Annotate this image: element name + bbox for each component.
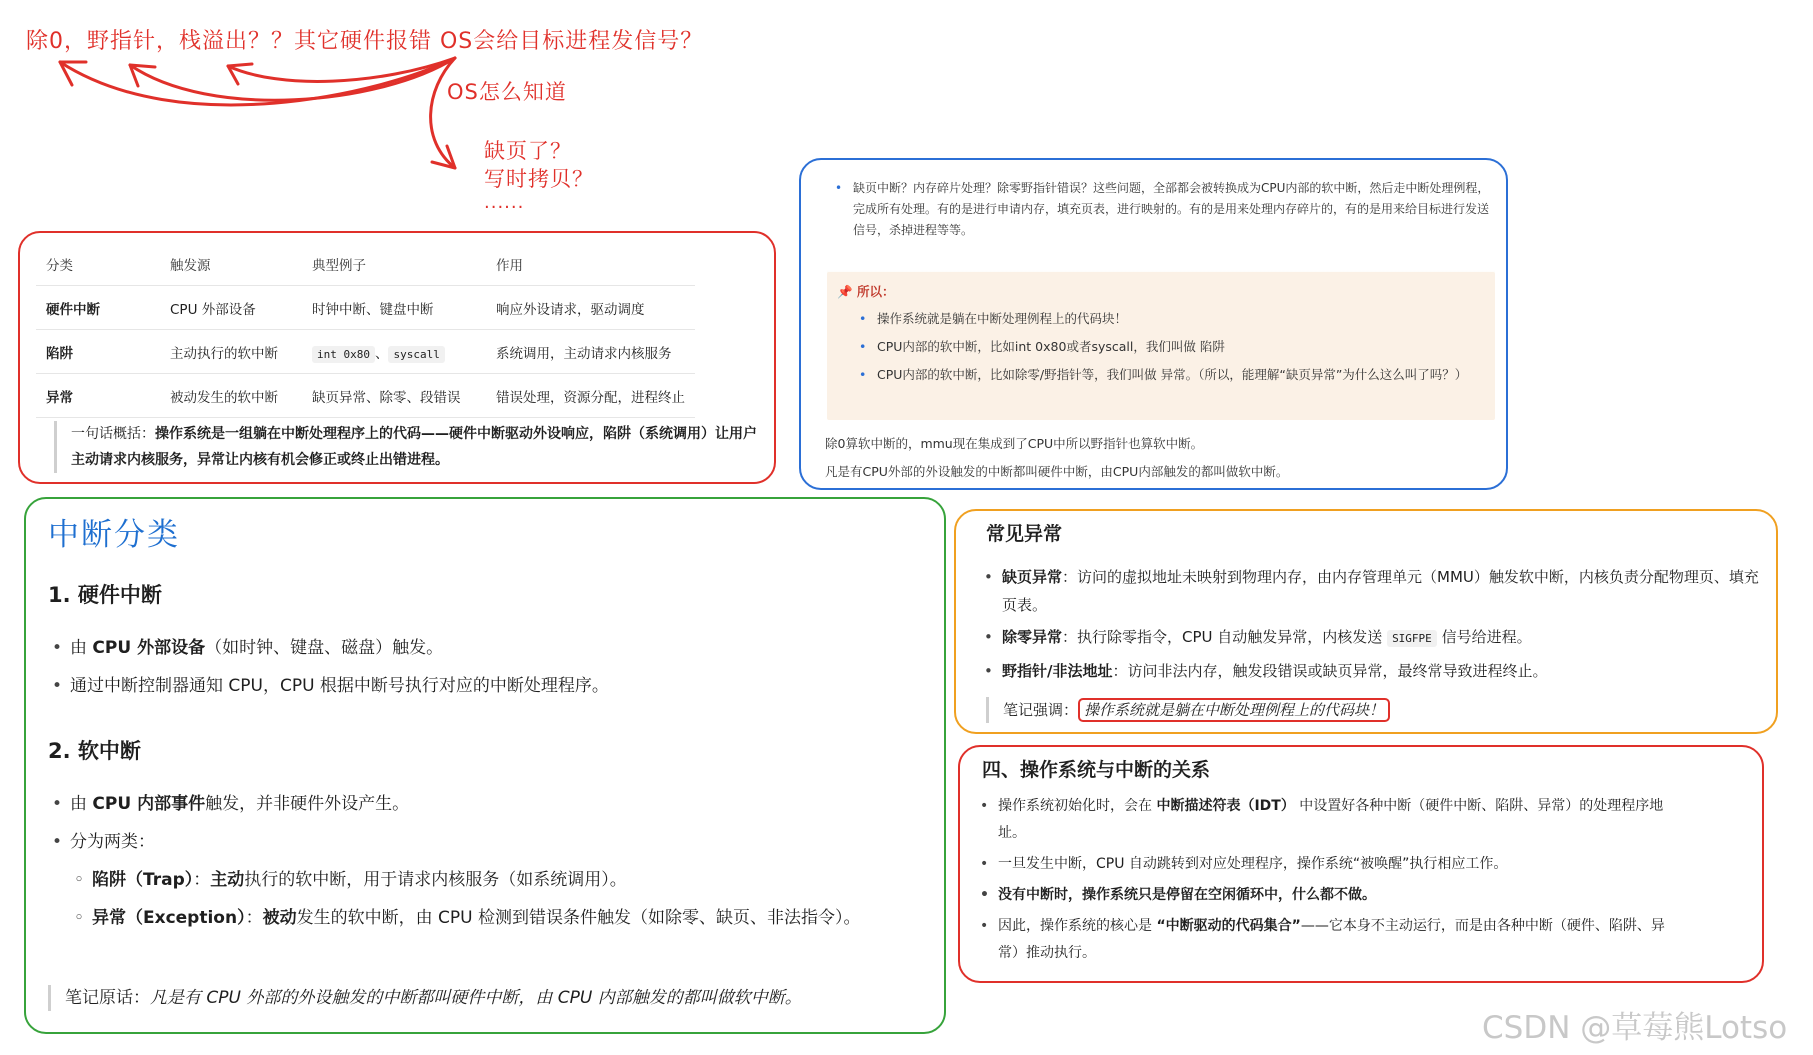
- so-label: 所以：: [856, 284, 895, 299]
- table-cell: 缺页异常、除零、段错误: [302, 374, 486, 418]
- relation-list: [976, 793, 1676, 967]
- classification-table-panel: [18, 231, 776, 484]
- text-bold: CPU 外部设备: [92, 638, 206, 658]
- soft-interrupt-note-panel: [799, 158, 1508, 490]
- text: 操作系统初始化时，会在: [998, 798, 1157, 814]
- panel-title: 常见异常: [986, 523, 1063, 545]
- text: 因此，操作系统的核心是: [998, 918, 1157, 934]
- note-line-1: 除0算软中断的，mmu现在集成到了CPU中所以野指针也算软中断。: [825, 436, 1204, 451]
- list-item: • 通过中断控制器通知 CPU，CPU 根据中断号执行对应的中断处理程序。: [48, 671, 908, 701]
- quote-prefix: 笔记原话：: [65, 988, 150, 1008]
- annotation-question: 除0，野指针，栈溢出？？其它硬件报错 OS会给目标进程发信号？: [26, 29, 704, 54]
- text-bold: 异常（Exception）: [92, 908, 246, 928]
- separator: 、: [374, 345, 389, 362]
- table-row: [36, 374, 695, 418]
- table-cell: 陷阱: [36, 330, 160, 374]
- text-bold: CPU 内部事件: [92, 794, 206, 814]
- note-text: 操作系统就是躺在中断处理例程上的代码块！: [1078, 698, 1390, 722]
- code-int80: int 0x80: [312, 346, 375, 363]
- text: ：: [193, 870, 211, 890]
- so-list: [855, 308, 1485, 386]
- so-callout: [827, 272, 1495, 420]
- list-item: [980, 563, 1760, 619]
- code-syscall: syscall: [388, 346, 444, 363]
- table-header: 作用: [486, 243, 695, 286]
- table-header: 分类: [36, 243, 160, 286]
- annotation-page-fault: 缺页了？: [484, 139, 572, 163]
- software-list: [48, 789, 908, 933]
- list-item: • 操作系统就是躺在中断处理例程上的代码块！: [855, 308, 1485, 330]
- text-bold: 野指针/非法地址: [1002, 662, 1113, 680]
- intro-text: • 缺页中断？内存碎片处理？除零野指针错误？这些问题，全部都会被转换成为CPU内部的软中断，然后走中断处理例程，完成所有处理。有的是进行申请内存，填充页表，进行映射的。有的是用来处理内存碎片的，有的是用来给目标进行发送信号，杀掉进程等等。: [831, 178, 1493, 241]
- text: ——它本身不主动运行，而是由各种中断（硬件、陷阱、异常）推动执行。: [998, 918, 1665, 961]
- text-bold: 除零异常: [1002, 628, 1063, 646]
- text-bold: 中断描述符表（IDT）: [1156, 798, 1295, 814]
- annotation-dots: ......: [484, 192, 525, 213]
- annotation-cow: 写时拷贝？: [484, 167, 594, 191]
- panel-title: 四、操作系统与中断的关系: [982, 759, 1211, 781]
- list-item: [70, 903, 872, 933]
- text: 执行的软中断，用于请求内核服务（如系统调用）。: [244, 870, 627, 890]
- list-item: [980, 623, 1760, 653]
- list-item: • 一旦发生中断，CPU 自动跳转到对应处理程序，操作系统“被唤醒”执行相应工作。: [976, 851, 1676, 878]
- text: 中设置好各种中断（硬件中断、陷阱、异常）的处理程序地址。: [998, 798, 1664, 841]
- os-interrupt-relation-panel: [958, 745, 1764, 983]
- pin-icon: 📌: [837, 284, 853, 299]
- exceptions-list: [980, 563, 1760, 685]
- text: ：执行除零指令，CPU 自动触发异常，内核发送: [1062, 628, 1388, 646]
- so-label-row: [837, 282, 894, 300]
- note-line-2: 凡是有CPU外部的外设触发的中断都叫硬件中断，由CPU内部触发的都叫做软中断。: [825, 464, 1289, 479]
- text: 触发，并非硬件外设产生。: [205, 794, 410, 814]
- section-title: 中断分类: [48, 517, 180, 553]
- list-item: [48, 633, 908, 663]
- heading-software: 2. 软中断: [48, 739, 141, 763]
- list-item: [976, 913, 1676, 967]
- table-cell: 硬件中断: [36, 286, 160, 330]
- original-note-quote: [48, 985, 802, 1011]
- text-bold: 主动: [210, 870, 245, 890]
- table-header: 典型例子: [302, 243, 486, 286]
- annotation-arrows: [0, 0, 700, 200]
- list-item: • 分为两类：: [48, 827, 908, 857]
- table-cell: 错误处理，资源分配，进程终止: [486, 374, 695, 418]
- list-item: • CPU内部的软中断，比如int 0x80或者syscall，我们叫做 陷阱: [855, 336, 1485, 358]
- table-cell: [302, 330, 486, 374]
- summary-text: 操作系统是一组躺在中断处理程序上的代码——硬件中断驱动外设响应，陷阱（系统调用）让用户主动请求内核服务，异常让内核有机会修正或终止出错进程。: [71, 426, 757, 468]
- hardware-list: [48, 633, 908, 701]
- quote-text: 凡是有 CPU 外部的外设触发的中断都叫硬件中断，由 CPU 内部触发的都叫做软中断。: [150, 988, 802, 1008]
- summary-prefix: 一句话概括：: [71, 426, 155, 442]
- interrupt-classification-panel: [24, 497, 946, 1034]
- text: 由: [70, 638, 93, 658]
- list-item: • CPU内部的软中断，比如除零/野指针等，我们叫做 异常。（所以，能理解“缺页异常”为什么这么叫了吗？）: [855, 364, 1485, 386]
- text: ：访问的虚拟地址未映射到物理内存，由内存管理单元（MMU）触发软中断，内核负责分配物理页、填充页表。: [1002, 568, 1759, 614]
- text: 信号给进程。: [1436, 628, 1532, 646]
- table-header: 触发源: [160, 243, 302, 286]
- table-cell: 时钟中断、键盘中断: [302, 286, 486, 330]
- classification-table: [36, 243, 695, 418]
- text-bold: 被动: [262, 908, 297, 928]
- table-cell: CPU 外部设备: [160, 286, 302, 330]
- list-item: [980, 657, 1760, 685]
- text-bold: 缺页异常: [1002, 568, 1063, 586]
- text: ：访问非法内存，触发段错误或缺页异常，最终常导致进程终止。: [1112, 662, 1548, 680]
- list-item: [70, 865, 908, 895]
- table-cell: 响应外设请求，驱动调度: [486, 286, 695, 330]
- text: ：: [245, 908, 263, 928]
- watermark: CSDN @草莓熊Lotso: [1482, 1010, 1788, 1046]
- text-bold: 陷阱（Trap）: [92, 870, 194, 890]
- nested-list: [48, 865, 908, 933]
- text: （如时钟、键盘、磁盘）触发。: [205, 638, 444, 658]
- list-item: [48, 789, 908, 819]
- table-cell: 系统调用，主动请求内核服务: [486, 330, 695, 374]
- common-exceptions-panel: [954, 509, 1778, 734]
- list-item: • 没有中断时，操作系统只是停留在空闲循环中，什么都不做。: [976, 882, 1676, 909]
- note-prefix: 笔记强调：: [1003, 701, 1079, 719]
- table-cell: 主动执行的软中断: [160, 330, 302, 374]
- table-row: [36, 286, 695, 330]
- table-summary: [54, 421, 761, 473]
- text: 由: [70, 794, 93, 814]
- heading-hardware: 1. 硬件中断: [48, 583, 162, 607]
- table-cell: 异常: [36, 374, 160, 418]
- code-sigfpe: SIGFPE: [1387, 630, 1437, 647]
- table-header-row: [36, 243, 695, 286]
- list-item: [976, 793, 1676, 847]
- table-row: [36, 330, 695, 374]
- text: 发生的软中断，由 CPU 检测到错误条件触发（如除零、缺页、非法指令）。: [296, 908, 861, 928]
- annotation-how: OS怎么知道: [447, 80, 567, 104]
- table-cell: 被动发生的软中断: [160, 374, 302, 418]
- text-bold: “中断驱动的代码集合”: [1156, 918, 1301, 934]
- emphasis-note: [986, 697, 1390, 723]
